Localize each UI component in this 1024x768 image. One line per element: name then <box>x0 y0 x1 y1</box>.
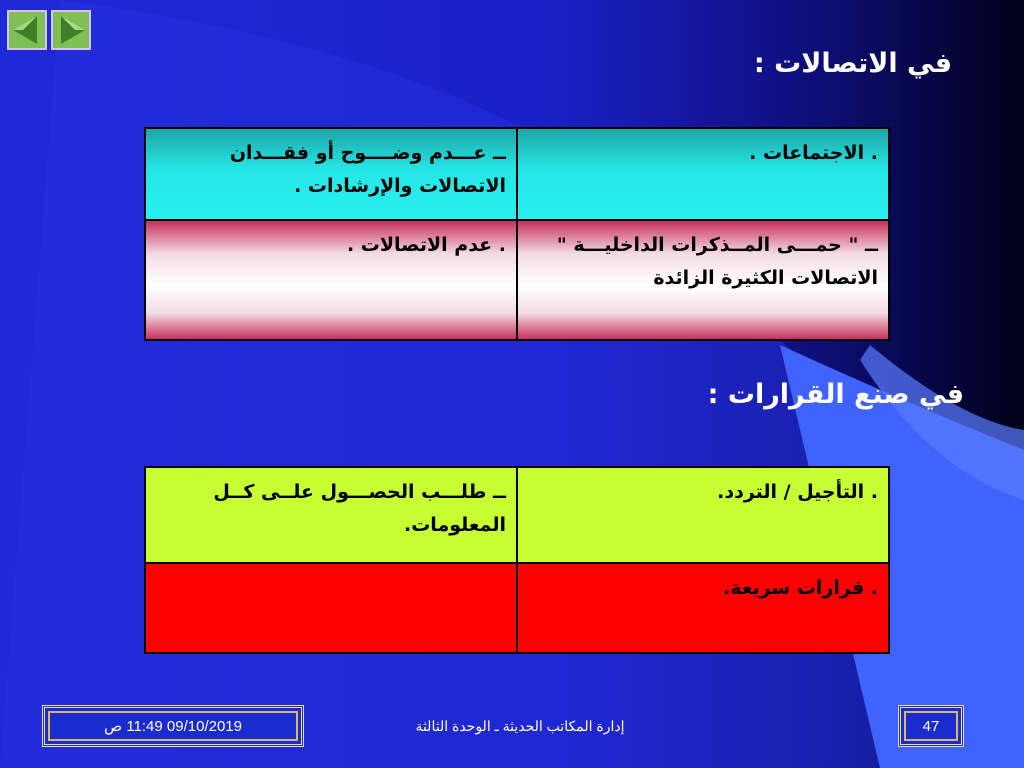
table-cell: ــ " حمـــى المــذكرات الداخليـــة " الاتصالات الكثيرة الزائدة <box>517 220 889 340</box>
triangle-right-icon <box>53 12 89 48</box>
footer-page-number-box <box>898 705 964 747</box>
triangle-left-icon <box>9 12 45 48</box>
footer-date-box <box>42 705 304 747</box>
table-row <box>145 220 889 340</box>
table-row <box>145 128 889 220</box>
communications-table <box>144 127 890 341</box>
next-slide-button[interactable] <box>51 10 91 50</box>
page-number: 47 <box>922 717 940 735</box>
table-row <box>145 467 889 563</box>
table-cell: ــ طلـــب الحصـــول علــى كــل المعلومات. <box>145 467 517 563</box>
table-cell: . قرارات سريعة. <box>517 563 889 653</box>
table-cell: . عدم الاتصالات . <box>145 220 517 340</box>
previous-slide-button[interactable] <box>7 10 47 50</box>
table-cell <box>145 563 517 653</box>
table-cell: ــ عـــدم وضــــوح أو فقـــدان الاتصالات والإرشادات . <box>145 128 517 220</box>
decisions-table <box>144 466 890 654</box>
footer-datetime: 09/10/2019 11:49 ص <box>104 718 242 735</box>
footer-title: إدارة المكاتب الحديثة ـ الوحدة الثالثة <box>415 718 625 734</box>
section-heading-decision-making: في صنع القرارات : <box>707 379 964 410</box>
table-cell: . التأجيل / التردد. <box>517 467 889 563</box>
table-row <box>145 563 889 653</box>
section-heading-communications: في الاتصالات : <box>753 48 952 79</box>
table-cell: . الاجتماعات . <box>517 128 889 220</box>
